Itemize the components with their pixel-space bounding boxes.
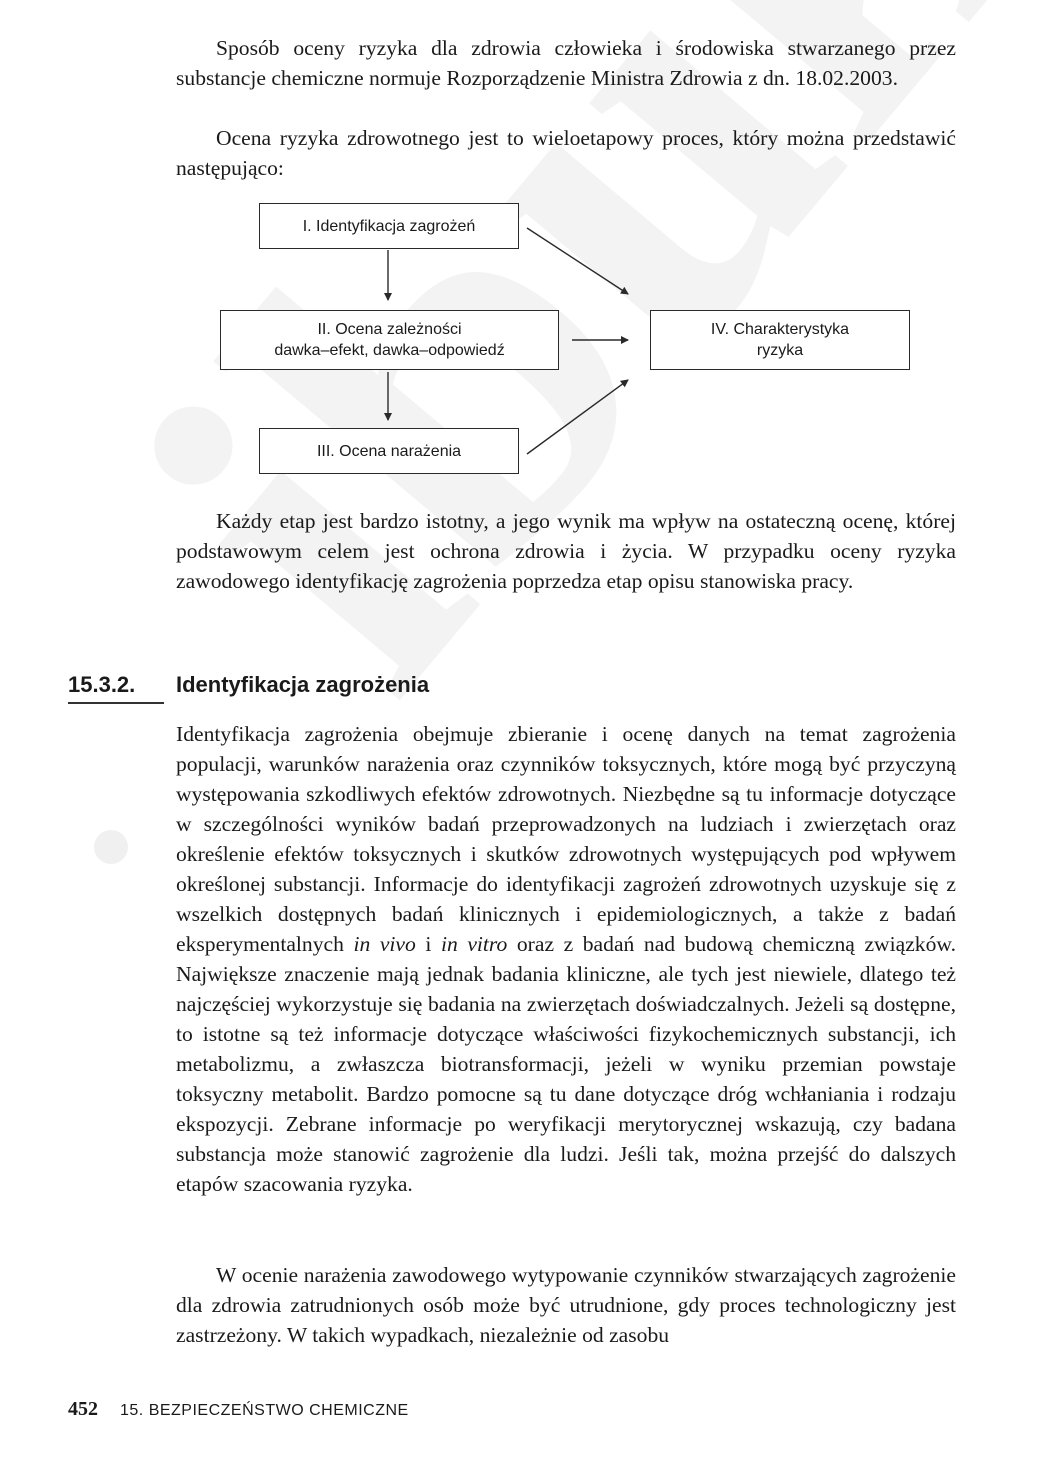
diagram-box-hazard-identification: I. Identyfikacja zagrożeń	[259, 203, 519, 249]
page-footer	[68, 1396, 409, 1424]
arrow-3-to-4	[527, 380, 628, 454]
page-number: 452	[68, 1398, 98, 1420]
chapter-title: 15. BEZPIECZEŃSTWO CHEMICZNE	[120, 1402, 409, 1419]
body-paragraph-2: W ocenie narażenia zawodowego wytypowanie czynników stwarzających zagrożenie dla zdrowia zatrudnionych osób może być utrudnione, gdy proces technologiczny jest zastrzeżony. W takich wypadkach, niezależnie od zasobu	[176, 1263, 956, 1347]
term-in-vitro: in vitro	[440, 932, 508, 956]
paragraph-after-diagram: Każdy etap jest bardzo istotny, a jego wynik ma wpływ na ostateczną ocenę, której podstawowym celem jest ochrona zdrowia i życia. W przypadku oceny ryzyka zawodowego identyfikację zagrożenia poprzedza etap opisu stanowiska pracy.	[176, 509, 956, 593]
diagram-box-risk-characterization: IV. Charakterystyka ryzyka	[650, 310, 910, 370]
section-title: Identyfikacja zagrożenia	[176, 672, 430, 697]
intro-paragraph-2: Ocena ryzyka zdrowotnego jest to wieloetapowy proces, który można przedstawić następująco:	[176, 126, 956, 180]
section-heading	[68, 668, 968, 708]
diagram-arrows	[0, 0, 1046, 520]
term-in-vivo: in vivo	[353, 932, 416, 956]
intro-paragraph-1: Sposób oceny ryzyka dla zdrowia człowieka i środowiska stwarzanego przez substancje chemiczne normuje Rozporządzenie Ministra Zdrowia z dn. 18.02.2003.	[176, 36, 956, 90]
arrow-1-to-4	[527, 228, 628, 294]
watermark-dot	[94, 830, 128, 864]
diagram-box-exposure-assessment: III. Ocena narażenia	[259, 428, 519, 474]
diagram-box-dose-response: II. Ocena zależności dawka–efekt, dawka–odpowiedź	[220, 310, 559, 370]
body-paragraph-1: Identyfikacja zagrożenia obejmuje zbieranie i ocenę danych na temat zagrożenia populacji, warunków narażenia oraz czynników toksycznych, które mogą być przyczyną występowania szkodliwych efektów zdrowotnych. Niezbędne są tu informacje dotyczące w szczególności wyników badań przeprowadzonych na ludziach i zwierzętach oraz określenie efektów toksycznych i skutków zdrowotnych występujących pod wpływem określonej substancji. Informacje do identyfikacji zagrożeń zdrowotnych uzyskuje się z wszelkich dostępnych badań klinicznych i epidemiologicznych, a także z badań eksperymentalnych in vivo i in vitro oraz z badań nad budową chemiczną związków. Największe znaczenie mają jednak badania kliniczne, ale tych jest niewiele, dlatego też najczęściej wykorzystuje się badania na zwierzętach doświadczalnych. Jeżeli są dostępne, to istotne są też informacje dotyczące właściwości fizykochemicznych substancji, ich metabolizmu, a zwłaszcza biotransformacji, jeżeli w wyniku przemian powstaje toksyczny metabolit. Bardzo pomocne są tu dane dotyczące dróg wchłaniania i rodzaju ekspozycji. Zebrane informacje po weryfikacji merytorycznej wskazują, czy badana substancja może stanowić zagrożenie dla ludzi. Jeśli tak, można przejść do dalszych etapów szacowania ryzyka.	[176, 722, 956, 1196]
section-number-underline	[68, 702, 164, 704]
section-number: 15.3.2.	[68, 672, 136, 697]
